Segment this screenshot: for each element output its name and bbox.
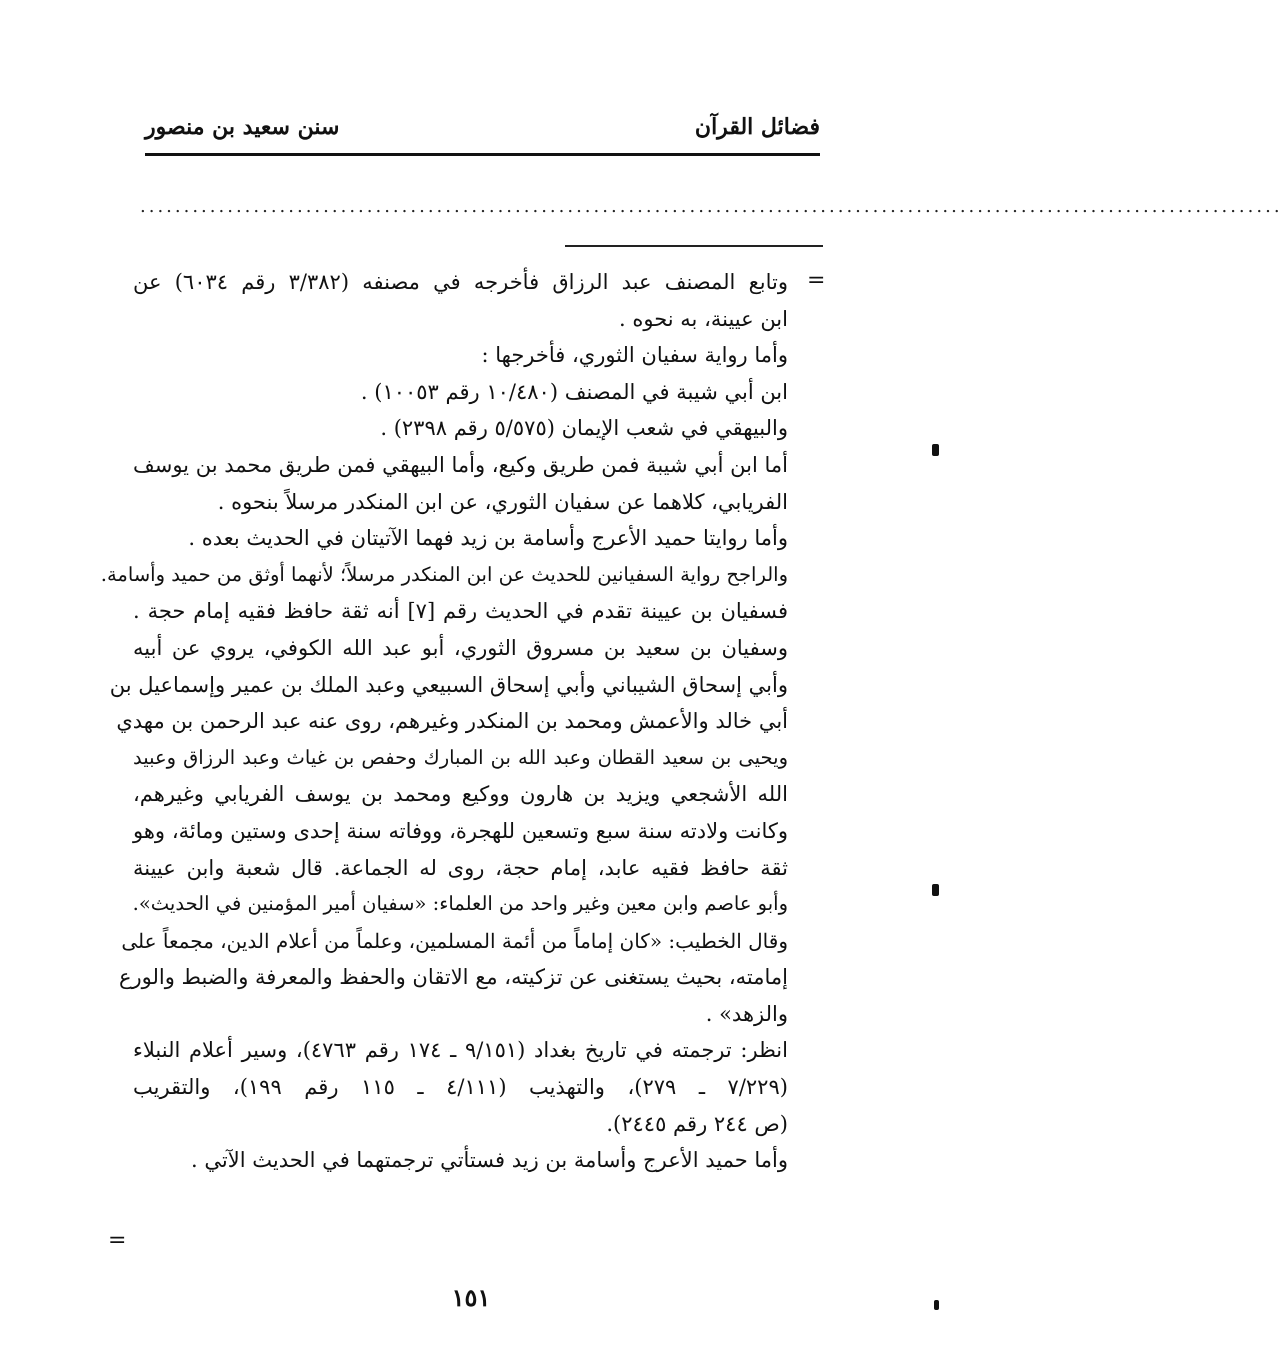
text-line: وأما رواية سفيان الثوري، فأخرجها :	[481, 343, 788, 368]
continuation-mark: =	[807, 268, 826, 293]
text-line: الله الأشجعي ويزيد بن هارون ووكيع ومحمد بن يوسف الفريابي وغيرهم،	[133, 782, 788, 807]
text-line: وأما حميد الأعرج وأسامة بن زيد فستأتي ترجمتهما في الحديث الآتي .	[191, 1148, 788, 1173]
end-continuation-mark: =	[108, 1228, 127, 1253]
text-line: ابن أبي شيبة في المصنف (١٠/٤٨٠ رقم ١٠٠٥٣) .	[360, 379, 788, 404]
dotted-separator: ...................................................................................................................................	[140, 196, 1283, 217]
text-line: وقال الخطيب: «كان إماماً من أئمة المسلمين، وعلماً من أعلام الدين، مجمعاً على	[121, 928, 788, 953]
text-line: وسفيان بن سعيد بن مسروق الثوري، أبو عبد الله الكوفي، يروي عن أبيه	[133, 635, 788, 660]
footnote-rule	[565, 245, 823, 247]
text-line: وكانت ولادته سنة سبع وتسعين للهجرة، ووفاته سنة إحدى وستين ومائة، وهو	[133, 818, 788, 843]
text-line: ابن عيينة، به نحوه .	[619, 306, 788, 331]
header-book-title: سنن سعيد بن منصور	[145, 114, 340, 140]
running-header	[145, 108, 820, 148]
scan-edge-mark	[932, 444, 939, 456]
text-line: وأبي إسحاق الشيباني وأبي إسحاق السبيعي وعبد الملك بن عمير وإسماعيل بن	[109, 672, 788, 697]
footnote-body	[100, 264, 788, 1179]
text-line: وتابع المصنف عبد الرزاق فأخرجه في مصنفه (٣/٣٨٢ رقم ٦٠٣٤) عن	[133, 270, 788, 294]
text-line: أما ابن أبي شيبة فمن طريق وكيع، وأما البيهقي فمن طريق محمد بن يوسف	[133, 452, 788, 477]
text-line: أبي خالد والأعمش ومحمد بن المنكدر وغيرهم، روى عنه عبد الرحمن بن مهدي	[116, 709, 788, 734]
text-line: وأبو عاصم وابن معين وغير واحد من العلماء: «سفيان أمير المؤمنين في الحديث».	[132, 892, 788, 916]
text-line: فسفيان بن عيينة تقدم في الحديث رقم [٧] أنه ثقة حافظ فقيه إمام حجة .	[133, 599, 788, 624]
header-book-section-title: فضائل القرآن	[694, 114, 820, 140]
page-number: ١٥١	[451, 1283, 491, 1312]
text-line: والبيهقي في شعب الإيمان (٥/٥٧٥ رقم ٢٣٩٨) .	[380, 416, 788, 441]
text-line: انظر: ترجمته في تاريخ بغداد (٩/١٥١ ـ ١٧٤ رقم ٤٧٦٣)، وسير أعلام النبلاء	[133, 1038, 788, 1063]
text-line: ويحيى بن سعيد القطان وعبد الله بن المبارك وحفص بن غياث وعبد الرزاق وعبيد	[133, 745, 788, 769]
text-line: ثقة حافظ فقيه عابد، إمام حجة، روى له الجماعة. قال شعبة وابن عيينة	[133, 855, 788, 880]
text-line: وأما روايتا حميد الأعرج وأسامة بن زيد فهما الآتيتان في الحديث بعده .	[188, 526, 788, 551]
text-line: إمامته، بحيث يستغنى عن تزكيته، مع الاتقان والحفظ والمعرفة والضبط والورع	[118, 965, 788, 990]
text-line: (ص ٢٤٤ رقم ٢٤٤٥).	[606, 1111, 788, 1136]
text-line: الفريابي، كلاهما عن سفيان الثوري، عن ابن المنكدر مرسلاً بنحوه .	[217, 489, 788, 514]
scan-edge-mark	[934, 1300, 939, 1310]
text-line: والزهد» .	[705, 1001, 788, 1026]
header-rule	[145, 153, 820, 156]
scan-edge-mark	[932, 884, 939, 896]
text-line: (٧/٢٢٩ ـ ٢٧٩)، والتهذيب (٤/١١١ ـ ١١٥ رقم ١٩٩)، والتقريب	[133, 1075, 788, 1100]
text-line: والراجح رواية السفيانين للحديث عن ابن المنكدر مرسلاً؛ لأنهما أوثق من حميد وأسامة.	[100, 562, 788, 586]
